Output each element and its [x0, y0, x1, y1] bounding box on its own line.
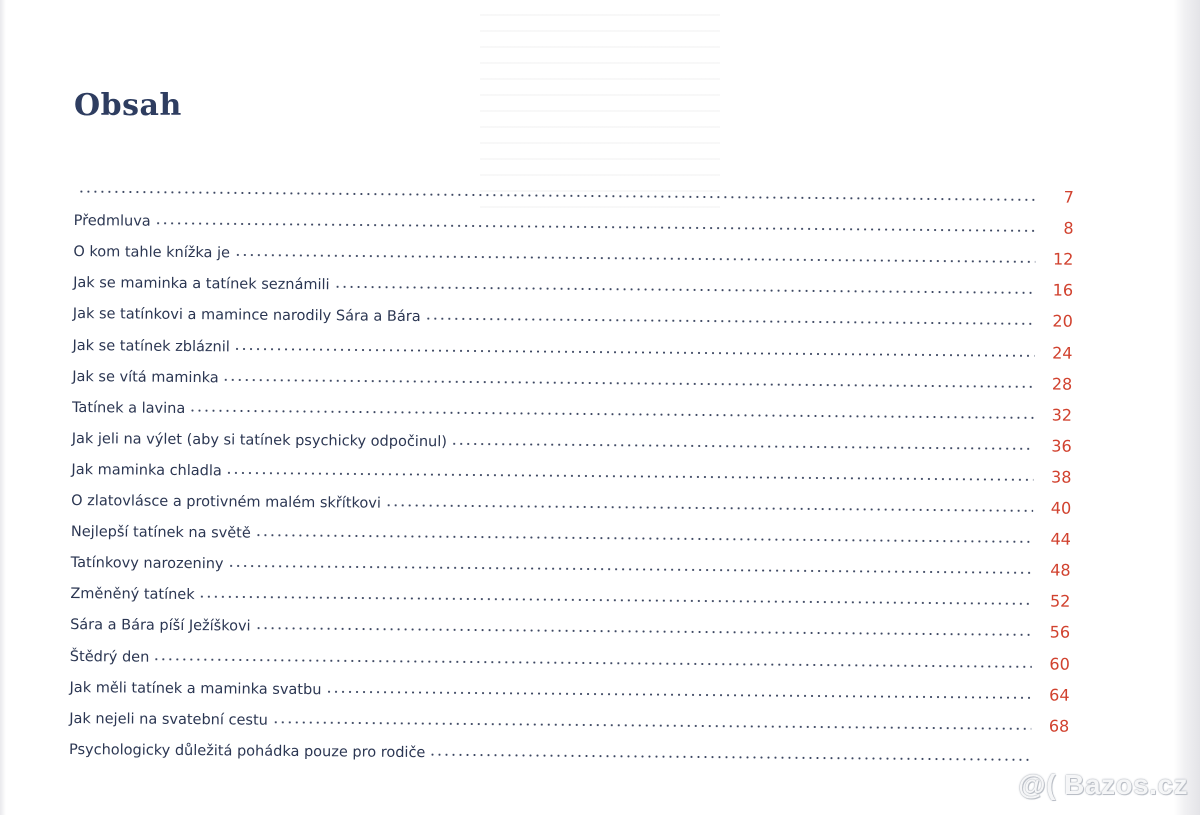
page-title: Obsah [74, 88, 182, 123]
toc-entry-page-number: 52 [1032, 592, 1070, 611]
toc-entry-page-number: 68 [1031, 716, 1069, 735]
toc-entry [69, 701, 1069, 736]
dot-leader [223, 378, 1035, 388]
dot-leader [429, 753, 1031, 761]
toc-entry-title: Jak jeli na výlet (aby si tatínek psychicky odpočinul) [72, 431, 451, 450]
toc-entry-title: Sára a Bára píší Ježíškovi [70, 617, 255, 635]
toc-entry-title: Změněný tatínek [70, 586, 198, 603]
toc-entry [71, 514, 1071, 549]
toc-entry-page-number: 7 [1036, 187, 1074, 206]
toc-entry [74, 203, 1074, 238]
toc-entry [73, 296, 1073, 331]
toc-entry-title: Jak se tatínek zbláznil [72, 337, 233, 354]
toc-entry-title: Psychologicky důležitá pohádka pouze pro rodiče [69, 742, 430, 761]
toc-entry [72, 359, 1072, 394]
toc-entry [73, 234, 1073, 269]
toc-entry-title: Jak maminka chladla [71, 462, 225, 479]
toc-entry-page-number: 64 [1031, 685, 1069, 704]
toc-entry-page-number: 20 [1035, 312, 1073, 331]
toc-entry [71, 452, 1071, 487]
dot-leader [153, 657, 1032, 668]
dot-leader [385, 504, 1033, 513]
toc-entry-title: Tatínkovy narozeniny [71, 555, 228, 572]
toc-entry-title: Nejlepší tatínek na světě [71, 524, 255, 542]
dot-leader [199, 595, 1033, 605]
dot-leader [228, 565, 1033, 575]
bazos-watermark: @( Bazos.cz [1018, 769, 1188, 801]
toc-entry-title: Jak nejeli na svatební cestu [69, 711, 272, 729]
toc-entry-page-number: 44 [1033, 529, 1071, 548]
toc-entry [72, 390, 1072, 425]
toc-entry-page-number: 48 [1033, 561, 1071, 580]
dot-leader [155, 222, 1036, 233]
dot-leader [234, 347, 1035, 357]
toc-entry-title: Jak se vítá maminka [72, 369, 223, 386]
toc-entry-page-number: 16 [1035, 281, 1073, 300]
toc-entry [72, 327, 1072, 362]
toc-entry-title: Jak měli tatínek a maminka svatbu [70, 680, 326, 698]
dot-leader [255, 534, 1033, 544]
toc-entry-page-number: 24 [1034, 343, 1072, 362]
toc-entry-page-number: 8 [1036, 218, 1074, 237]
toc-entry-page-number: 32 [1034, 405, 1072, 424]
dot-leader [255, 627, 1032, 637]
toc-entry [69, 732, 1069, 767]
toc-entry-title: Předmluva [74, 213, 155, 230]
toc-entry [73, 265, 1073, 300]
toc-entry-title: Jak se tatínkovi a mamince narodily Sára a Bára [73, 306, 425, 325]
toc-entry [70, 607, 1070, 642]
toc-entry [74, 172, 1074, 207]
toc-entry-page-number: 36 [1034, 436, 1072, 455]
toc-entry-title: Jak se maminka a tatínek seznámili [73, 275, 334, 293]
dot-leader [425, 317, 1035, 325]
dot-leader [334, 286, 1035, 295]
toc-entry-title: Štědrý den [70, 648, 154, 665]
toc-entry-page-number: 60 [1032, 654, 1070, 673]
toc-entry [70, 670, 1070, 705]
dot-leader [78, 190, 1036, 201]
toc-entry-page-number: 56 [1032, 623, 1070, 642]
toc-entry [71, 483, 1071, 518]
toc-entry [71, 545, 1071, 580]
dot-leader [234, 254, 1035, 264]
dot-leader [451, 442, 1034, 450]
toc-entry-page-number: 28 [1034, 374, 1072, 393]
dot-leader [226, 471, 1034, 481]
toc-entry [70, 638, 1070, 673]
dot-leader [189, 409, 1034, 419]
toc-entry-page-number: 40 [1033, 498, 1071, 517]
toc-entry-title: O kom tahle knížka je [73, 244, 234, 261]
toc-entry-page-number: 38 [1033, 467, 1071, 486]
dot-leader [325, 690, 1031, 699]
dot-leader [272, 720, 1031, 730]
toc-entry-title: Tatínek a lavina [72, 400, 189, 417]
toc-entry [72, 421, 1072, 456]
toc-entry-title: O zlatovlásce a protivném malém skřítkovi [71, 493, 385, 512]
toc-entry-page-number: 12 [1035, 250, 1073, 269]
toc-entry [70, 576, 1070, 611]
